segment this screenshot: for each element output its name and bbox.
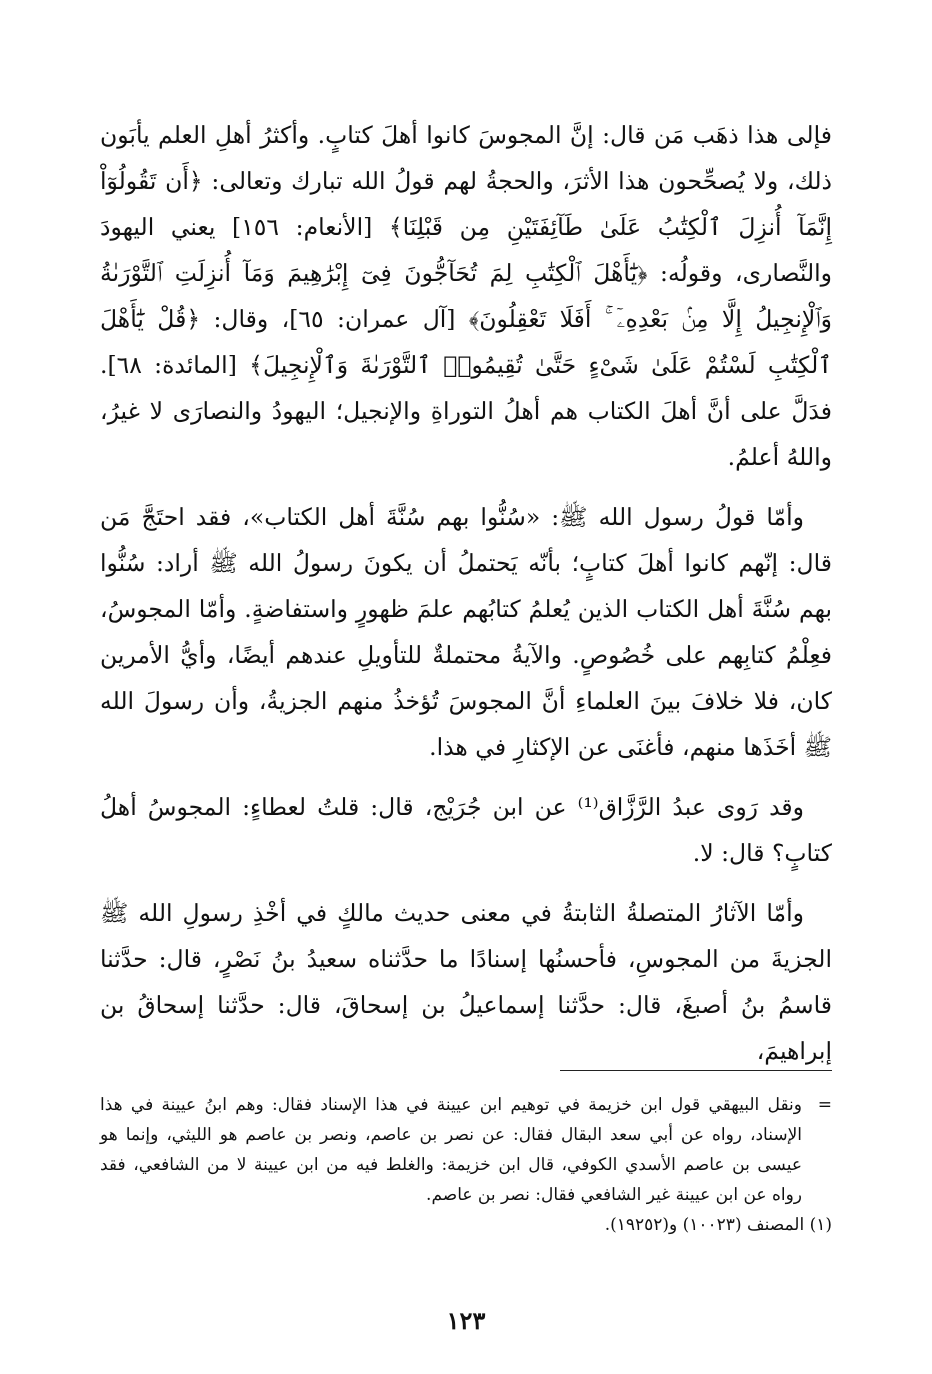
paragraph-3: وقد رَوى عبدُ الرَّزَّاق⁽¹⁾ عن ابن جُرَيْج، قال: قلتُ لعطاءٍ: المجوسُ أهلُ كتابٍ؟ قال: لا. <box>100 793 832 867</box>
footnote-continuation-text: ونقل البيهقي قول ابن خزيمة في توهيم ابن عيينة في هذا الإسناد فقال: وهم ابنُ عيينة في هذا الإسناد، رواه عن أبي سعد البقال فقال: عن نصر بن عاصم، ونصر بن عاصم هو الليثي، وإنما هو عيسى بن عاصم الأسدي الكوفي، قال ابن خزيمة: والغلط فيه من ابن عيينة لا من الشافعي، فقد رواه عن ابن عيينة غير الشافعي فقال: نصر بن عاصم. <box>100 1095 802 1205</box>
footnote-1: (١) المصنف (١٠٠٢٣) و(١٩٢٥٢). <box>604 1215 832 1235</box>
continuation-mark: = <box>817 1095 832 1115</box>
page-number: ١٢٣ <box>446 1306 486 1335</box>
footnote-separator <box>560 1070 832 1071</box>
paragraph-1: فإلى هذا ذهَب مَن قال: إنَّ المجوسَ كانوا أهلَ كتابٍ. وأكثرُ أهلِ العلم يأبَون ذلك، ولا يُصحِّحون هذا الأثرَ، والحجةُ لهم قولُ الله تبارك وتعالى: ﴿أَن تَقُولُوٓاْ إِنَّمَآ أُنزِلَ ٱلْكِتَٰبُ عَلَىٰ طَآئِفَتَيْنِ مِن قَبْلِنَا﴾ [الأنعام: ١٥٦] يعني اليهودَ والنَّصارى، وقولُه: ﴿يَٰٓأَهْلَ ٱلْكِتَٰبِ لِمَ تُحَآجُّونَ فِىٓ إِبْرَٰهِيمَ وَمَآ أُنزِلَتِ ٱلتَّوْرَىٰةُ وَٱلْإِنجِيلُ إِلَّا مِنۢ بَعْدِهِۦٓ ۚ أَفَلَا تَعْقِلُونَ﴾ [آل عمران: ٦٥]، وقال: ﴿قُلْ يَٰٓأَهْلَ ٱلْكِتَٰبِ لَسْتُمْ عَلَىٰ شَىْءٍ حَتَّىٰ تُقِيمُوا۟ ٱلتَّوْرَىٰةَ وَٱلْإِنجِيلَ﴾ [المائدة: ٦٨]. فدَلَّ على أنَّ أهلَ الكتاب هم أهلُ التوراةِ والإنجيل؛ اليهودُ والنصارَى لا غيرُ، واللهُ أعلمُ. <box>100 121 832 471</box>
footnote-continuation <box>100 1090 832 1210</box>
main-text <box>100 112 832 1074</box>
paragraph-4: وأمّا الآثارُ المتصلةُ الثابتةُ في معنى حديث مالكٍ في أخْذِ رسولِ الله ﷺ الجزيةَ من المجوسِ، فأحسنُها إسنادًا ما حدَّثناه سعيدُ بنُ نَصْرٍ، قال: حدَّثنا قاسمُ بنُ أصبغَ، قال: حدَّثنا إسماعيلُ بن إسحاقَ، قال: حدَّثنا إسحاقُ بن إبراهيمَ، <box>100 899 832 1065</box>
footnotes <box>100 1090 832 1240</box>
paragraph-2: وأمّا قولُ رسول الله ﷺ: «سُنُّوا بهم سُنَّةَ أهل الكتاب»، فقد احتَجَّ مَن قال: إنّهم كانوا أهلَ كتابٍ؛ بأنّه يَحتملُ أن يكونَ رسولُ الله ﷺ أراد: سُنُّوا بهم سُنَّةَ أهل الكتاب الذين يُعلمُ كتابُهم علمَ ظهورٍ واستفاضةٍ. وأمّا المجوسُ، فعِلْمُ كتابِهم على خُصُوصٍ. والآيةُ محتملةٌ للتأويلِ عندهم أيضًا، وأيُّ الأمرين كان، فلا خلافَ بينَ العلماءِ أنَّ المجوسَ تُؤخذُ منهم الجزيةُ، وأن رسولَ الله ﷺ أخَذَها منهم، فأغنَى عن الإكثارِ في هذا. <box>100 503 832 761</box>
